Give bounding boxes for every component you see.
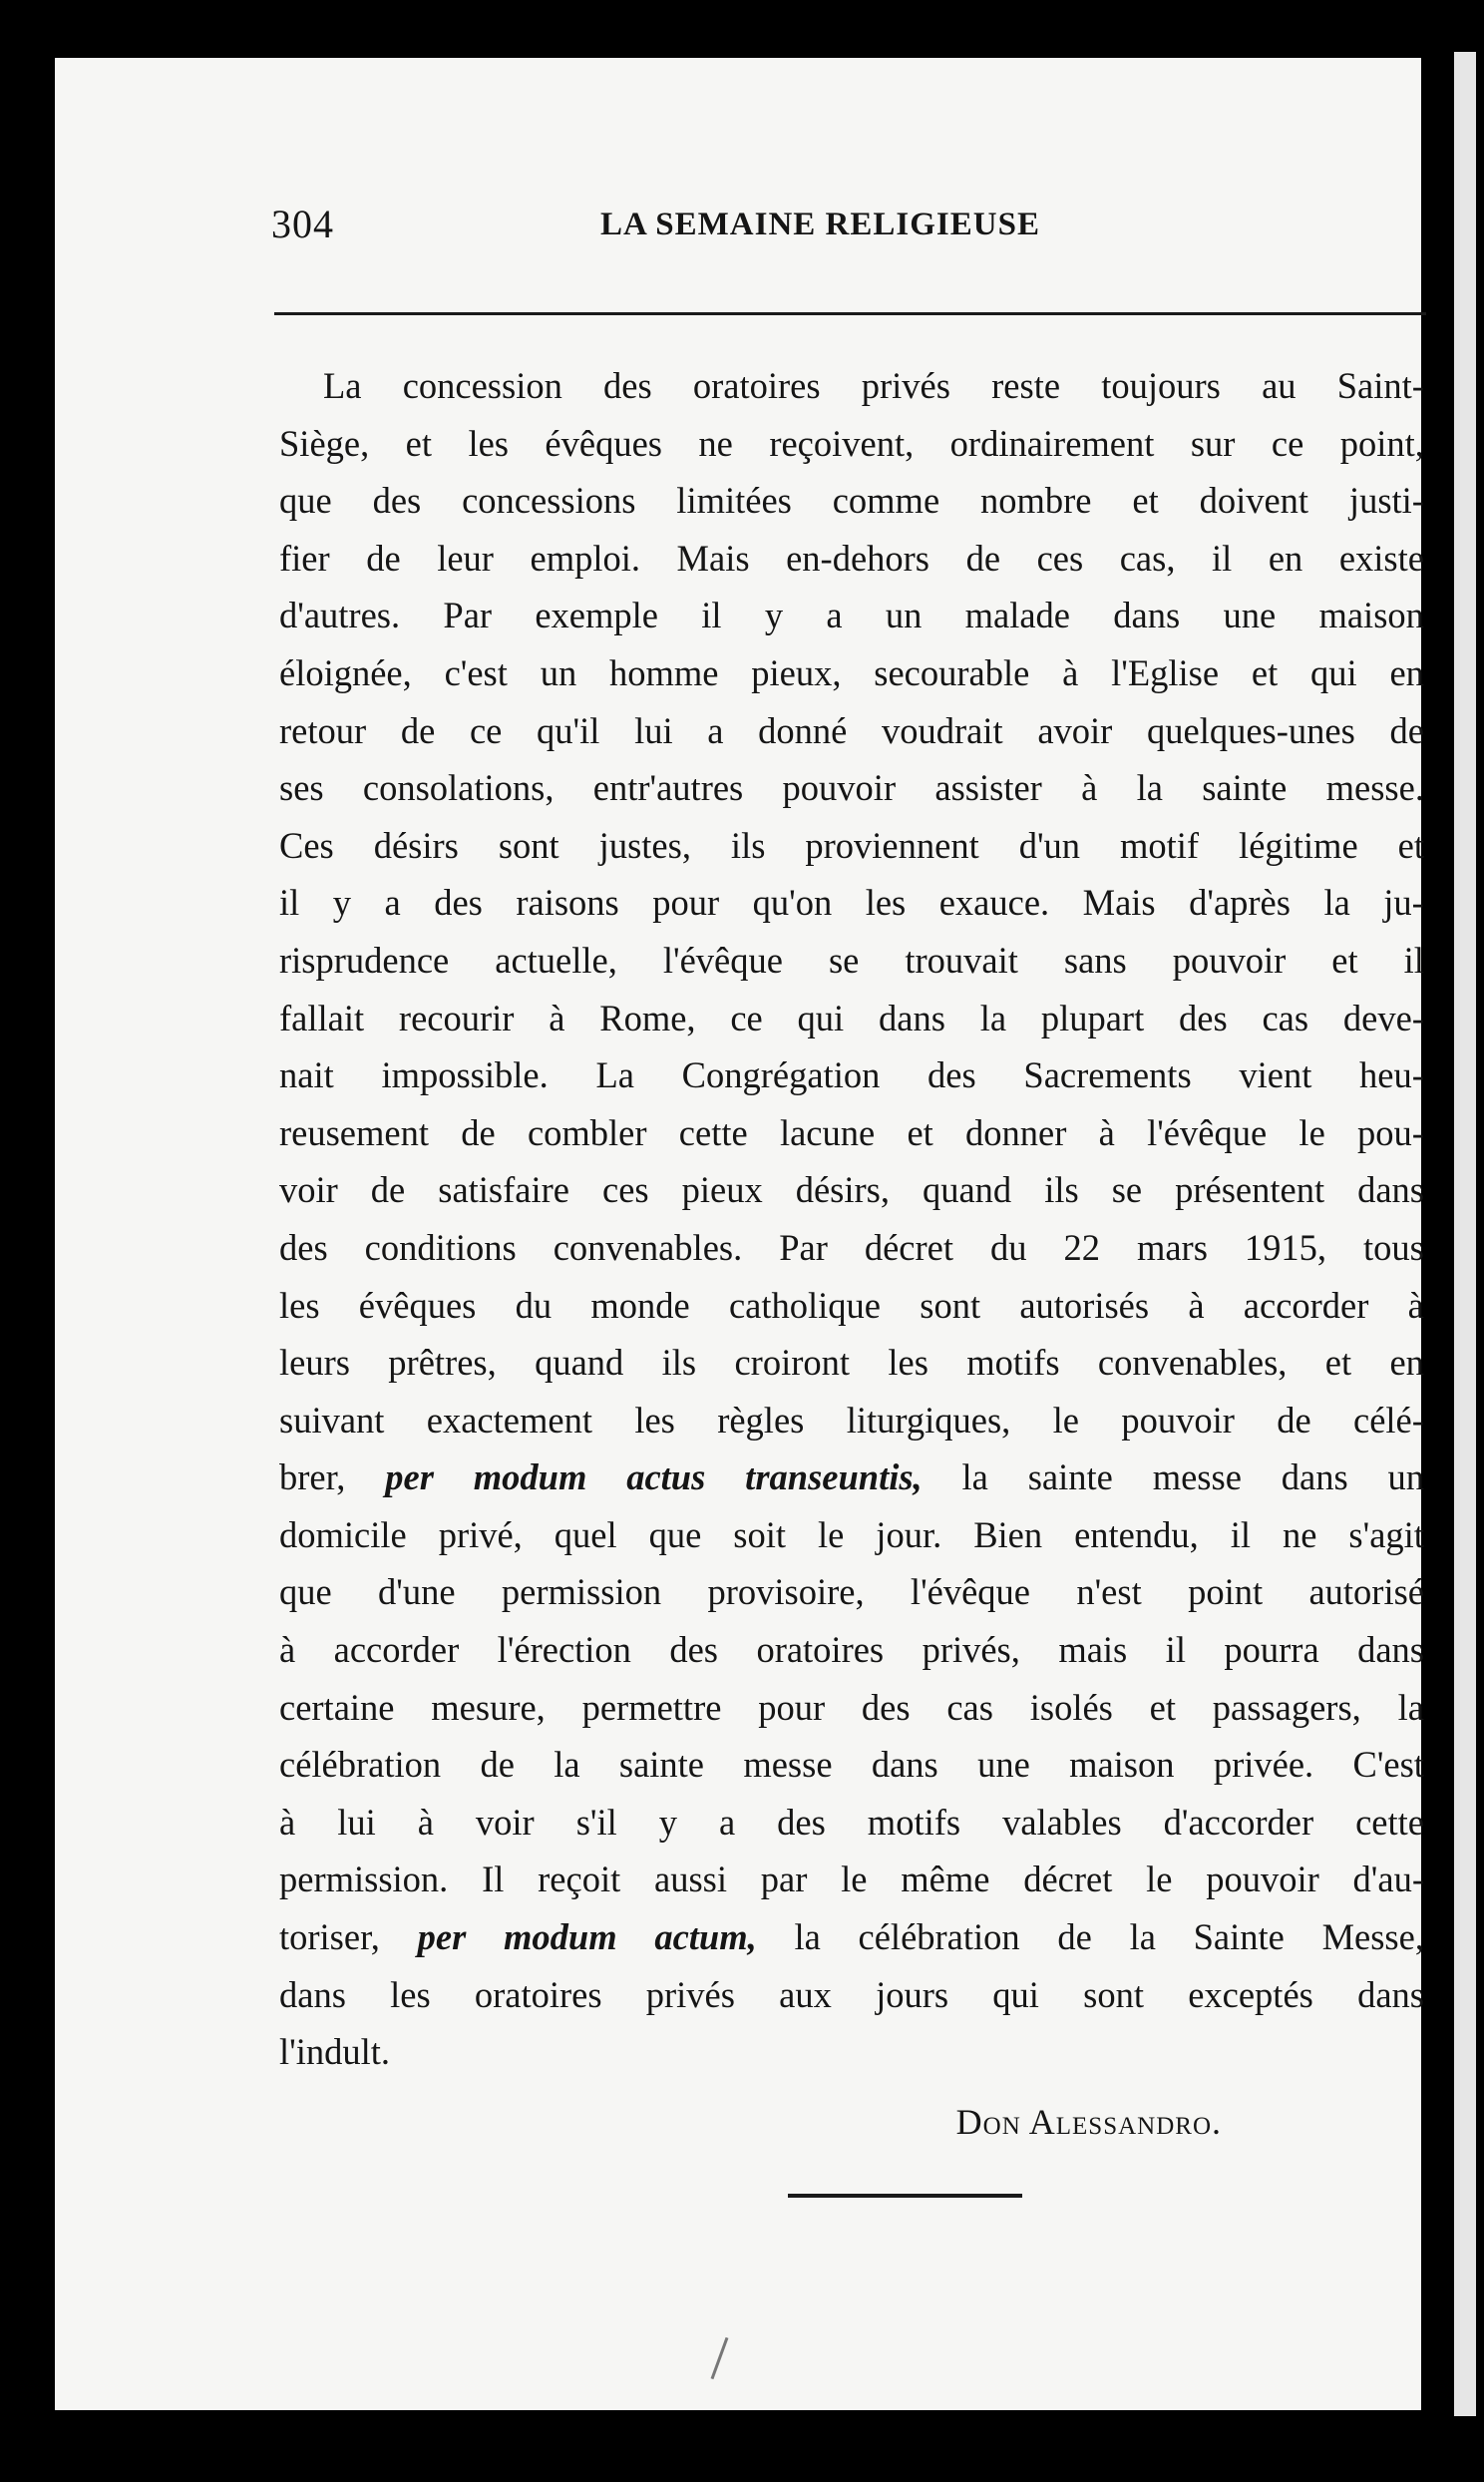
body-line: retour de ce qu'il lui a donné voudrait avoir quelques-unes de [279,709,1424,751]
body-line: risprudence actuelle, l'évêque se trouvait sans pouvoir et il [279,939,1424,981]
body-line: d'autres. Par exemple il y a un malade dans une maison [279,595,1424,636]
body-line: les évêques du monde catholique sont autorisés à accorder à [279,1284,1424,1326]
body-line: brer, per modum actus transeuntis, la sainte messe dans un [279,1456,1424,1498]
body-line: Siège, et les évêques ne reçoivent, ordinairement sur ce point, [279,422,1424,464]
body-line: toriser, per modum actum, la célébration de la Sainte Messe, [279,1916,1424,1958]
body-line: nait impossible. La Congrégation des Sacrements vient heu- [279,1054,1424,1096]
body-line: l'indult. [279,2031,391,2073]
body-line: permission. Il reçoit aussi par le même décret le pouvoir d'au- [279,1859,1424,1900]
body-line: leurs prêtres, quand ils croiront les motifs convenables, et en [279,1342,1424,1384]
body-line: que des concessions limitées comme nombre et doivent justi- [279,480,1424,522]
body-line: La concession des oratoires privés reste toujours au Saint- [323,365,1424,406]
end-rule [788,2194,1022,2198]
article-body [279,357,1424,2081]
running-head [271,193,1428,262]
body-line: voir de satisfaire ces pieux désirs, quand ils se présentent dans [279,1169,1424,1211]
scanned-page [55,58,1424,2410]
header-rule [274,312,1426,315]
body-line: il y a des raisons pour qu'on les exauce. Mais d'après la ju- [279,882,1424,924]
body-line: à lui à voir s'il y a des motifs valables d'accorder cette [279,1801,1424,1843]
body-line: certaine mesure, permettre pour des cas isolés et passagers, la [279,1686,1424,1728]
adjacent-page-edge [1454,52,1476,2416]
body-line: dans les oratoires privés aux jours qui sont exceptés dans [279,1973,1424,2015]
body-line: ses consolations, entr'autres pouvoir assister à la sainte messe. [279,767,1424,809]
body-line: éloignée, c'est un homme pieux, secourable à l'Eglise et qui en [279,651,1424,693]
body-line: fallait recourir à Rome, ce qui dans la plupart des cas deve- [279,997,1424,1038]
body-line: fier de leur emploi. Mais en-dehors de ces cas, il en existe [279,537,1424,579]
running-title: LA SEMAINE RELIGIEUSE [600,207,1040,242]
body-line: suivant exactement les règles liturgiques, le pouvoir de célé- [279,1399,1424,1441]
body-line: domicile privé, quel que soit le jour. Bien entendu, il ne s'agit [279,1513,1424,1555]
body-line: que d'une permission provisoire, l'évêque n'est point autorisé [279,1571,1424,1613]
page-number: 304 [271,202,334,246]
body-line: à accorder l'érection des oratoires privés, mais il pourra dans [279,1629,1424,1671]
body-line: reusement de combler cette lacune et donner à l'évêque le pou- [279,1111,1424,1153]
body-line: célébration de la sainte messe dans une maison privée. C'est [279,1744,1424,1786]
body-line: des conditions convenables. Par décret du 22 mars 1915, tous [279,1226,1424,1268]
author-signature: Don Alessandro. [955,2102,1222,2142]
body-line: Ces désirs sont justes, ils proviennent d'un motif légitime et [279,824,1424,866]
